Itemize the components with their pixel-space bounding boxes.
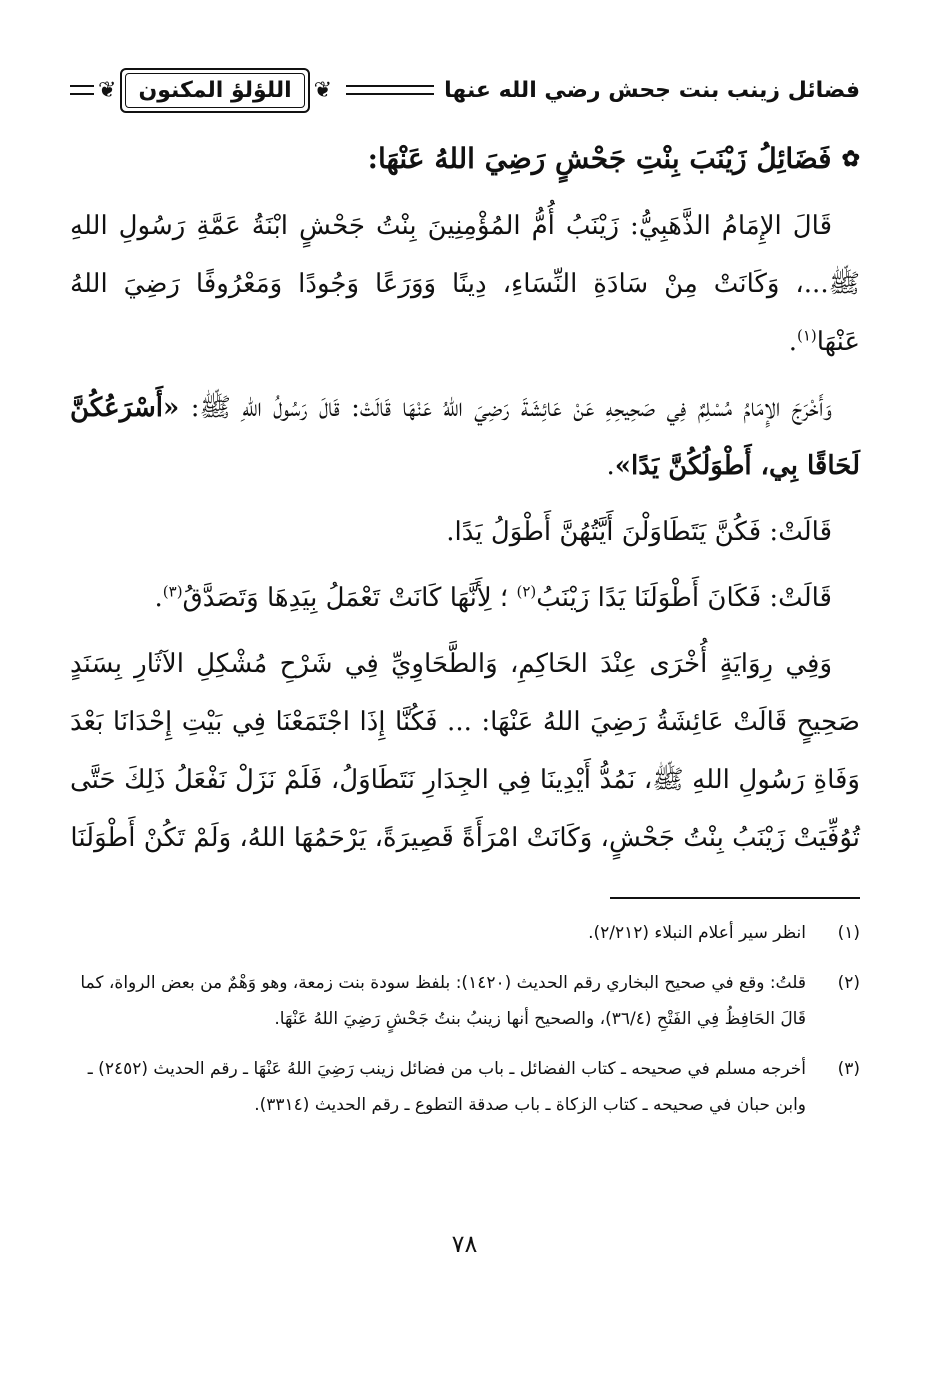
footnote [70, 915, 860, 951]
book-title-frame [120, 68, 309, 113]
footnote-text: انظر سير أعلام النبلاء (٢/٢١٢). [588, 923, 806, 943]
footnote-ref[interactable]: (١) [796, 326, 817, 345]
book-title: اللؤلؤ المكنون [138, 77, 292, 103]
paragraph-text: وَأَخْرَجَ الإِمَامُ مُسْلِمٌ فِي صَحِيحِهِ عَنْ عَائِشَةَ رَضِيَ اللهُ عَنْهَا قَالَتْ: قَالَ رَسُولُ اللهِ ﷺ: [190, 393, 833, 423]
footnote-text: قلتُ: وقع في صحيح البخاري رقم الحديث (١٤٢٠): بلفظ سودة بنت زمعة، وهو وَهْمٌ من بعض الرواة، كما قَالَ الحَافِظُ فِي الفَتْحِ (٣٦/٤)، والصحيح أنها زينبُ بنتُ جَحْشٍ رَضِيَ اللهُ عَنْهَا. [80, 973, 806, 1029]
chapter-title: فضائل زينب بنت جحش رضي الله عنها [444, 77, 860, 103]
section-heading [70, 142, 860, 175]
page-header [70, 50, 860, 130]
page-number: ٧٨ [451, 1230, 478, 1258]
paragraph: قَالَتْ: فَكَانَ أَطْوَلَنَا يَدًا زَيْنَبُ$^{(٢)}$ ؛ لِأَنَّهَا كَانَتْ تَعْمَلُ بِيَدِهَا وَتَصَدَّقُ$^{(٣)}$. [154, 582, 832, 613]
header-rule-short [70, 85, 94, 95]
footnote-ref[interactable]: (٣) [162, 582, 183, 601]
footnote-number: (٣) [837, 1059, 860, 1079]
header-rule [346, 85, 434, 95]
page [70, 50, 860, 1137]
paragraph-text: قَالَتْ: فَكَانَ أَطْوَلَنَا يَدًا زَيْنَبُ [536, 583, 832, 613]
footnote [70, 1051, 860, 1123]
footnote-number: (١) [837, 923, 860, 943]
paragraph-text: وَفِي رِوَايَةٍ أُخْرَى عِنْدَ الحَاكِمِ، وَالطَّحَاوِيِّ فِي شَرْحِ مُشْكِلِ الآثَارِ بِسَنَدٍ صَحِيحٍ قَالَتْ عَائِشَةُ رَضِيَ اللهُ عَنْهَا: ... فَكُنَّا إِذَا اجْتَمَعْنَا فِي بَيْتِ إِحْدَانَا بَعْدَ وَفَاةِ رَسُولِ اللهِ ﷺ، نَمُدُّ أَيْدِينَا فِي الجِدَارِ نَتَطَاوَلُ، فَلَمْ نَزَلْ نَفْعَلُ ذَلِكَ حَتَّى تُوُفِّيَتْ زَيْنَبُ بِنْتُ جَحْشٍ، وَكَانَتْ امْرَأَةً قَصِيرَةً، يَرْحَمُهَا اللهُ، وَلَمْ تَكُنْ أَطْوَلَنَا [70, 649, 860, 853]
section-heading-text: فَضَائِلُ زَيْنَبَ بِنْتِ جَحْشٍ رَضِيَ اللهُ عَنْهَا: [367, 142, 832, 175]
flower-icon: ✿ [841, 145, 860, 172]
paragraph-text: ؛ لِأَنَّهَا كَانَتْ تَعْمَلُ بِيَدِهَا وَتَصَدَّقُ [182, 583, 509, 613]
ornament-icon: ❦ [98, 77, 117, 103]
paragraph: قَالَ الإِمَامُ الذَّهَبِيُّ: زَيْنَبُ أُمُّ المُؤْمِنِينَ بِنْتُ جَحْشٍ ابْنَةُ عَمَّةِ رَسُولِ اللهِ ﷺ...، وَكَانَتْ مِنْ سَادَةِ النِّسَاءِ، دِينًا وَوَرَعًا وَجُودًا وَمَعْرُوفًا رَضِيَ اللهُ عَنْهَا$^{(١)}$. [70, 211, 860, 357]
hadith-quote: «أَسْرَعُكُنَّ لَحَاقًا بِي، أَطْوَلُكُنَّ يَدًا» [70, 393, 860, 481]
footnote-number: (٢) [837, 973, 860, 993]
footnote-separator [610, 897, 860, 899]
footnote-ref[interactable]: (٢) [516, 582, 537, 601]
footnote-text: أخرجه مسلم في صحيحه ـ كتاب الفضائل ـ باب من فضائل زينب رَضِيَ اللهُ عَنْهَا ـ رقم الحديث (٢٤٥٢) ـ وابن حبان في صحيحه ـ كتاب الزكاة ـ باب صدقة التطوع ـ رقم الحديث (٣٣١٤). [87, 1059, 806, 1115]
paragraph-text: قَالَتْ: فَكُنَّ يَتَطَاوَلْنَ أَيَّتُهُنَّ أَطْوَلُ يَدًا. [446, 517, 832, 547]
paragraph [70, 635, 860, 867]
footnote [70, 965, 860, 1037]
paragraph: وَأَخْرَجَ الإِمَامُ مُسْلِمٌ فِي صَحِيحِهِ عَنْ عَائِشَةَ رَضِيَ اللهُ عَنْهَا قَالَتْ: قَالَ رَسُولُ اللهِ ﷺ: «أَسْرَعُكُنَّ لَحَاقًا بِي، أَطْوَلُكُنَّ يَدًا». [70, 393, 860, 481]
paragraph-text: قَالَ الإِمَامُ الذَّهَبِيُّ: زَيْنَبُ أُمُّ المُؤْمِنِينَ بِنْتُ جَحْشٍ ابْنَةُ عَمَّةِ رَسُولِ اللهِ ﷺ...، وَكَانَتْ مِنْ سَادَةِ النِّسَاءِ، دِينًا وَوَرَعًا وَجُودًا وَمَعْرُوفًا رَضِيَ اللهُ عَنْهَا [70, 211, 860, 357]
footnotes [70, 915, 860, 1123]
ornament-icon: ❦ [313, 77, 333, 103]
paragraph [70, 503, 860, 561]
